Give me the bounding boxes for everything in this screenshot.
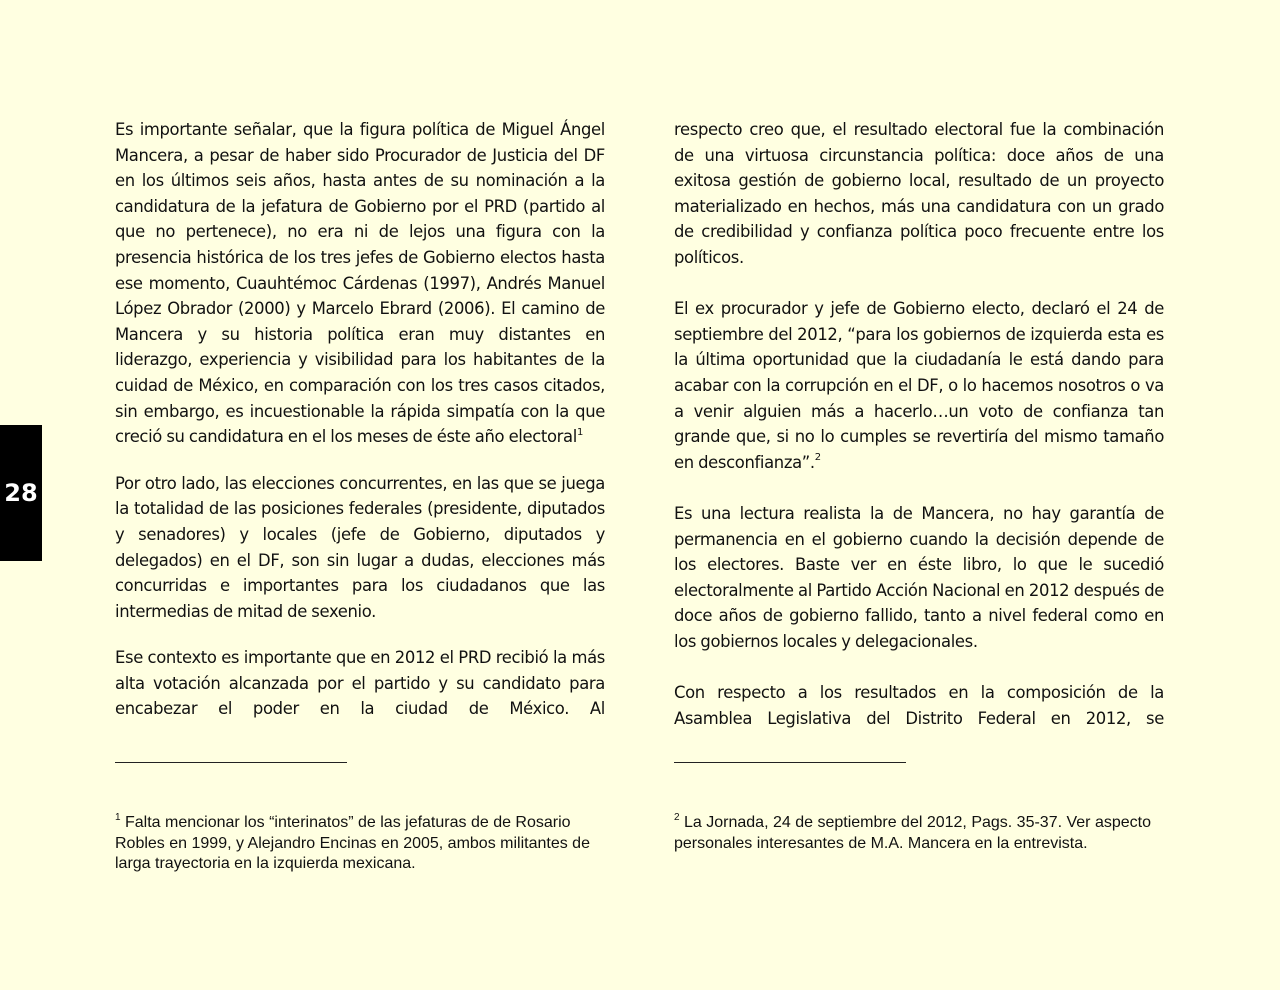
left-column — [115, 117, 605, 722]
paragraph: Es una lectura realista la de Mancera, no hay garantía de permanencia en el gobierno cuando la decisión depende de los electores. Baste ver en éste libro, lo que le sucedió electoralmente al Partido Acción Nacional en 2012 después de doce años de gobierno fallido, tanto a nivel federal como en los gobiernos locales y delegacionales. — [674, 503, 1164, 651]
footnote-1 — [115, 813, 610, 875]
footnote-reference: 2 — [814, 452, 821, 464]
paragraph: Ese contexto es importante que en 2012 el PRD recibió la más alta votación alcanzada por el partido y su candidato para encabezar el poder en la ciudad de México. Al — [115, 648, 605, 719]
paragraph: El ex procurador y jefe de Gobierno electo, declaró el 24 de septiembre del 2012, “para los gobiernos de izquierda esta es la última oportunidad que la ciudadanía le está dando para acabar con la corrupción en el DF, o lo hacemos nosotros o va a venir alguien más a hacerlo…un voto de confianza tan grande que, si no lo cumples se revertiría del mismo tamaño en desconfianza”.$^2$ — [674, 299, 1164, 472]
footnote-2 — [674, 813, 1169, 854]
footnote-text: La Jornada, 24 de septiembre del 2012, Pags. 35-37. Ver aspecto personales interesantes de M.A. Mancera en la entrevista. — [674, 814, 1151, 852]
paragraph: respecto creo que, el resultado electoral fue la combinación de una virtuosa circunstancia política: doce años de una exitosa gestión de gobierno local, resultado de un proyecto materializado en hechos, más una candidatura con un grado de credibilidad y confianza política poco frecuente entre los políticos. — [674, 120, 1164, 267]
page-number-tab — [0, 425, 42, 561]
paragraph: Es importante señalar, que la figura política de Miguel Ángel Mancera, a pesar de haber sido Procurador de Justicia del DF en los últimos seis años, hasta antes de su nominación a la candidatura de la jefatura de Gobierno por el PRD (partido al que no pertenece), no era ni de lejos una figura con la presencia histórica de los tres jefes de Gobierno electos hasta ese momento, Cuauhtémoc Cárdenas (1997), Andrés Manuel López Obrador (2000) y Marcelo Ebrard (2006). El camino de Mancera y su historia política eran muy distantes en liderazgo, experiencia y visibilidad para los habitantes de la cuidad de México, en comparación con los tres casos citados, sin embargo, es incuestionable la rápida simpatía con la que creció su candidatura en el los meses de éste año electoral$^1$ — [115, 120, 605, 447]
page-number: 28 — [4, 479, 38, 507]
footnote-marker: 1 — [115, 811, 121, 823]
paragraph: Con respecto a los resultados en la composición de la Asamblea Legislativa del Distrito Federal en 2012, se — [674, 683, 1164, 728]
footnote-reference: 1 — [576, 426, 583, 438]
footnote-marker: 2 — [674, 811, 680, 823]
paragraph: Por otro lado, las elecciones concurrentes, en las que se juega la totalidad de las posiciones federales (presidente, diputados y senadores) y locales (jefe de Gobierno, diputados y delegados) en el DF, son sin lugar a dudas, elecciones más concurridas e importantes para los ciudadanos que las intermedias de mitad de sexenio. — [115, 473, 605, 621]
footnote-separator — [674, 762, 906, 763]
footnote-text: Falta mencionar los “interinatos” de las jefaturas de de Rosario Robles en 1999, y Alejandro Encinas en 2005, ambos militantes de larga trayectoria en la izquierda mexicana. — [115, 814, 590, 872]
footnote-separator — [115, 762, 347, 763]
right-column — [674, 117, 1164, 731]
